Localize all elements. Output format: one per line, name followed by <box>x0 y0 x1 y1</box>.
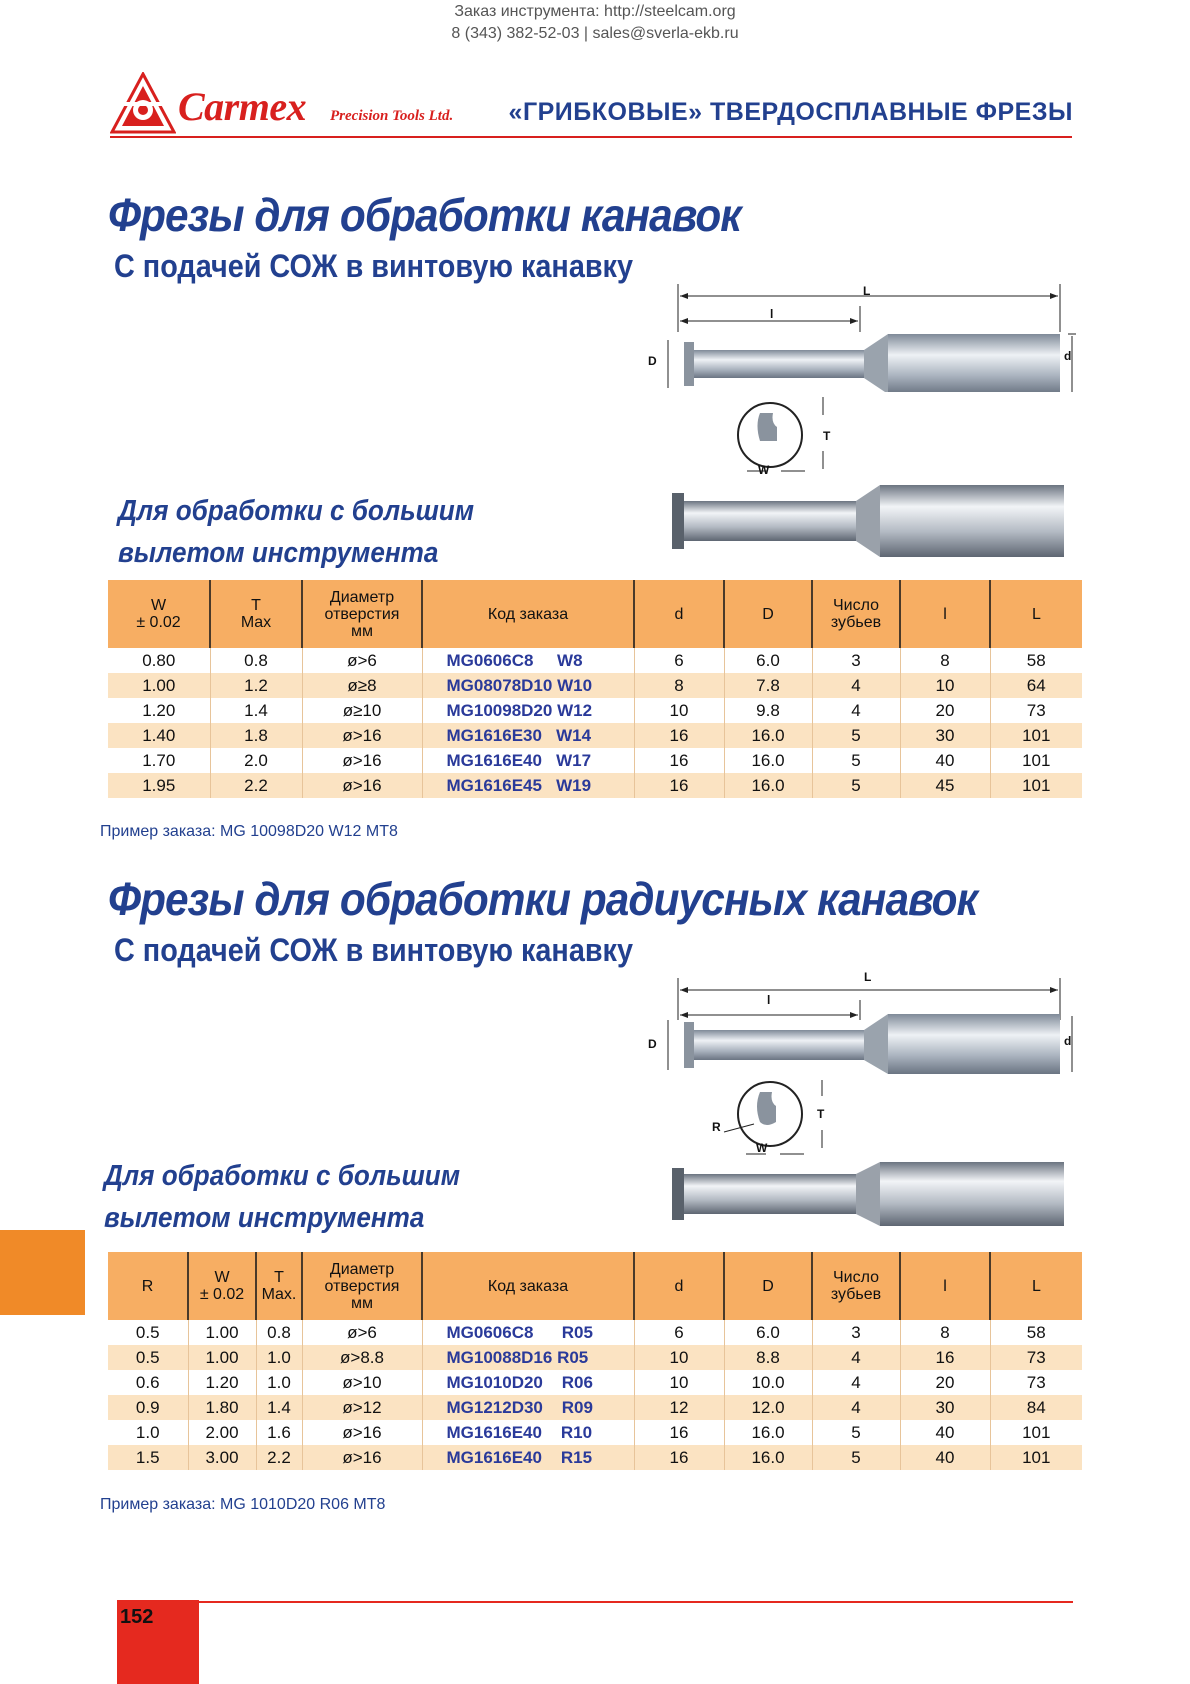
order-code-cell: MG1616E40 R15 <box>422 1445 634 1470</box>
header-divider <box>110 136 1072 138</box>
section1-order-example: Пример заказа: MG 10098D20 W12 MT8 <box>100 823 398 840</box>
section2-note-line1: Для обработки с большим <box>104 1160 461 1192</box>
table-cell: 5 <box>812 723 900 748</box>
table-cell: 16 <box>634 1445 724 1470</box>
table-cell: 0.9 <box>108 1395 188 1420</box>
table-cell: 40 <box>900 1420 990 1445</box>
table-cell: 4 <box>812 698 900 723</box>
table-row <box>108 1395 1082 1420</box>
table-cell: 30 <box>900 1395 990 1420</box>
table-header-cell: D <box>724 580 812 648</box>
table-cell: ø>16 <box>302 773 422 798</box>
table-header-cell: Диаметр отверстия мм <box>302 580 422 648</box>
table-cell: 9.8 <box>724 698 812 723</box>
table-header-cell: l <box>900 1252 990 1320</box>
table-header-cell: R <box>108 1252 188 1320</box>
dim-label-W-2: W <box>756 1141 768 1155</box>
chapter-side-tab <box>0 1230 85 1315</box>
dim-label-R-2: R <box>712 1120 721 1134</box>
table-cell: 1.8 <box>210 723 302 748</box>
order-code-cell: MG1616E40 W17 <box>422 748 634 773</box>
order-code-cell: MG1616E45 W19 <box>422 773 634 798</box>
table-cell: 84 <box>990 1395 1082 1420</box>
dim-label-d: d <box>1064 349 1072 363</box>
section1-title: Фрезы для обработки канавок <box>108 189 741 241</box>
table-cell: 16 <box>634 773 724 798</box>
section1-spec-table <box>108 580 1082 798</box>
dim-label-d-2: d <box>1064 1034 1072 1048</box>
contact-line-order: Заказ инструмента: http://steelcam.org <box>454 3 736 20</box>
table-header-cell: Число зубьев <box>812 580 900 648</box>
table-row <box>108 673 1082 698</box>
table-cell: 5 <box>812 773 900 798</box>
table-row <box>108 773 1082 798</box>
dim-label-L-2: L <box>864 970 872 984</box>
section2-note <box>104 1155 460 1239</box>
table-cell: 2.2 <box>256 1445 302 1470</box>
table-cell: 10 <box>900 673 990 698</box>
table-cell: 5 <box>812 1420 900 1445</box>
table-cell: 58 <box>990 648 1082 673</box>
dim-label-L: L <box>863 284 871 298</box>
table-row <box>108 1370 1082 1395</box>
table-cell: 4 <box>812 1345 900 1370</box>
order-code-cell: MG1010D20 R06 <box>422 1370 634 1395</box>
table-cell: 40 <box>900 1445 990 1470</box>
table-cell: 73 <box>990 1370 1082 1395</box>
table-cell: 8.8 <box>724 1345 812 1370</box>
table-cell: ø>12 <box>302 1395 422 1420</box>
table-header-cell: T Max <box>210 580 302 648</box>
table-cell: 2.2 <box>210 773 302 798</box>
table-cell: 58 <box>990 1320 1082 1345</box>
table-cell: 64 <box>990 673 1082 698</box>
table-cell: ø>8.8 <box>302 1345 422 1370</box>
table-cell: 6.0 <box>724 1320 812 1345</box>
dim-label-T: T <box>823 429 831 443</box>
dim-label-T-2: T <box>817 1107 825 1121</box>
table-cell: 101 <box>990 1445 1082 1470</box>
order-code-cell: MG0606C8 R05 <box>422 1320 634 1345</box>
order-code-cell: MG1616E30 W14 <box>422 723 634 748</box>
table-cell: 73 <box>990 698 1082 723</box>
table-cell: ø>10 <box>302 1370 422 1395</box>
section-header-title: «ГРИБКОВЫЕ» ТВЕРДОСПЛАВНЫЕ ФРЕЗЫ <box>508 98 1073 126</box>
order-code-cell: MG1616E40 R10 <box>422 1420 634 1445</box>
table-cell: 6 <box>634 648 724 673</box>
table-cell: 8 <box>900 1320 990 1345</box>
order-code-cell: MG10088D16 R05 <box>422 1345 634 1370</box>
table-header-cell: Число зубьев <box>812 1252 900 1320</box>
order-code-cell: MG1212D30 R09 <box>422 1395 634 1420</box>
table-cell: 1.40 <box>108 723 210 748</box>
table-cell: 1.4 <box>210 698 302 723</box>
table-header-cell: d <box>634 1252 724 1320</box>
section2-subtitle: С подачей СОЖ в винтовую канавку <box>114 932 633 968</box>
table-header-cell: L <box>990 580 1082 648</box>
table-header-cell: Код заказа <box>422 1252 634 1320</box>
table-cell: 1.20 <box>108 698 210 723</box>
table-cell: 8 <box>634 673 724 698</box>
footer-divider <box>199 1601 1073 1603</box>
table-cell: 2.00 <box>188 1420 256 1445</box>
table-cell: 1.00 <box>108 673 210 698</box>
table-cell: ø>16 <box>302 723 422 748</box>
table-cell: 16.0 <box>724 1445 812 1470</box>
table-cell: 6 <box>634 1320 724 1345</box>
table-cell: 5 <box>812 1445 900 1470</box>
table-cell: ø>6 <box>302 1320 422 1345</box>
table-header-cell: D <box>724 1252 812 1320</box>
contact-line-phone-email: 8 (343) 382-52-03 | sales@sverla-ekb.ru <box>451 25 739 42</box>
table-header-row <box>108 580 1082 648</box>
table-cell: 8 <box>900 648 990 673</box>
table-cell: 16 <box>634 748 724 773</box>
table-cell: 4 <box>812 1370 900 1395</box>
section2-spec-table <box>108 1252 1082 1470</box>
table-cell: 16 <box>634 723 724 748</box>
table-cell: 3 <box>812 648 900 673</box>
table-cell: 16 <box>900 1345 990 1370</box>
table-header-cell: Диаметр отверстия мм <box>302 1252 422 1320</box>
table-cell: 7.8 <box>724 673 812 698</box>
table-header-cell: T Max. <box>256 1252 302 1320</box>
table-cell: 0.8 <box>256 1320 302 1345</box>
table-cell: 101 <box>990 748 1082 773</box>
table-cell: 1.0 <box>256 1370 302 1395</box>
section1-dimension-drawing <box>640 282 1100 392</box>
table-header-cell: Код заказа <box>422 580 634 648</box>
table-row <box>108 1420 1082 1445</box>
table-cell: 1.00 <box>188 1320 256 1345</box>
table-cell: 16.0 <box>724 773 812 798</box>
table-cell: 1.00 <box>188 1345 256 1370</box>
section1-product-photo <box>668 483 1068 559</box>
dim-label-W: W <box>758 463 770 477</box>
section2-title: Фрезы для обработки радиусных канавок <box>108 873 978 925</box>
section1-profile-detail <box>715 395 835 475</box>
table-row <box>108 1445 1082 1470</box>
table-cell: 0.80 <box>108 648 210 673</box>
table-cell: 20 <box>900 1370 990 1395</box>
order-code-cell: MG0606C8 W8 <box>422 648 634 673</box>
table-cell: 12 <box>634 1395 724 1420</box>
table-cell: 1.0 <box>108 1420 188 1445</box>
table-cell: ø≥8 <box>302 673 422 698</box>
dim-label-D-2: D <box>648 1037 657 1051</box>
table-cell: 12.0 <box>724 1395 812 1420</box>
carmex-logo-icon <box>110 72 176 136</box>
table-cell: 3 <box>812 1320 900 1345</box>
section2-note-line2: вылетом инструмента <box>104 1202 425 1234</box>
brand-name: Carmex <box>178 84 307 129</box>
table-cell: 1.4 <box>256 1395 302 1420</box>
table-cell: 1.2 <box>210 673 302 698</box>
table-cell: 2.0 <box>210 748 302 773</box>
section1-note <box>118 490 474 574</box>
table-cell: 1.70 <box>108 748 210 773</box>
section1-note-line1: Для обработки с большим <box>118 495 475 527</box>
table-cell: 5 <box>812 748 900 773</box>
table-cell: 1.95 <box>108 773 210 798</box>
table-cell: 1.0 <box>256 1345 302 1370</box>
table-cell: ø>6 <box>302 648 422 673</box>
section2-product-photo <box>668 1160 1068 1228</box>
section1-note-line2: вылетом инструмента <box>118 537 439 569</box>
table-cell: ø≥10 <box>302 698 422 723</box>
table-cell: 0.8 <box>210 648 302 673</box>
table-cell: 73 <box>990 1345 1082 1370</box>
dim-label-D: D <box>648 354 657 368</box>
table-header-cell: W ± 0.02 <box>188 1252 256 1320</box>
table-cell: 16.0 <box>724 1420 812 1445</box>
table-cell: 4 <box>812 673 900 698</box>
table-cell: ø>16 <box>302 1445 422 1470</box>
order-code-cell: MG08078D10 W10 <box>422 673 634 698</box>
table-header-row <box>108 1252 1082 1320</box>
dim-label-l-2: l <box>767 993 771 1007</box>
table-row <box>108 1320 1082 1345</box>
table-cell: 10 <box>634 1345 724 1370</box>
table-cell: 0.5 <box>108 1320 188 1345</box>
table-cell: 10.0 <box>724 1370 812 1395</box>
section2-order-example: Пример заказа: MG 1010D20 R06 MT8 <box>100 1496 386 1513</box>
table-header-cell: W ± 0.02 <box>108 580 210 648</box>
table-row <box>108 723 1082 748</box>
table-cell: 101 <box>990 1420 1082 1445</box>
table-cell: 0.6 <box>108 1370 188 1395</box>
table-row <box>108 1345 1082 1370</box>
table-cell: 6.0 <box>724 648 812 673</box>
table-cell: 16.0 <box>724 723 812 748</box>
page-number: 152 <box>120 1606 154 1628</box>
table-row <box>108 698 1082 723</box>
table-cell: 101 <box>990 723 1082 748</box>
brand-subtitle: Precision Tools Ltd. <box>330 108 454 124</box>
table-cell: 16 <box>634 1420 724 1445</box>
table-cell: 10 <box>634 1370 724 1395</box>
table-cell: 101 <box>990 773 1082 798</box>
table-cell: 4 <box>812 1395 900 1420</box>
table-header-cell: d <box>634 580 724 648</box>
section1-subtitle: С подачей СОЖ в винтовую канавку <box>114 248 633 284</box>
table-header-cell: l <box>900 580 990 648</box>
table-cell: 20 <box>900 698 990 723</box>
table-row <box>108 748 1082 773</box>
table-cell: 3.00 <box>188 1445 256 1470</box>
table-cell: 1.5 <box>108 1445 188 1470</box>
order-code-cell: MG10098D20 W12 <box>422 698 634 723</box>
table-cell: ø>16 <box>302 748 422 773</box>
table-cell: 30 <box>900 723 990 748</box>
table-cell: 40 <box>900 748 990 773</box>
table-cell: ø>16 <box>302 1420 422 1445</box>
dim-label-l: l <box>770 307 774 321</box>
table-cell: 1.80 <box>188 1395 256 1420</box>
table-cell: 16.0 <box>724 748 812 773</box>
table-row <box>108 648 1082 673</box>
table-cell: 1.20 <box>188 1370 256 1395</box>
table-cell: 45 <box>900 773 990 798</box>
table-cell: 0.5 <box>108 1345 188 1370</box>
table-header-cell: L <box>990 1252 1082 1320</box>
table-cell: 10 <box>634 698 724 723</box>
table-cell: 1.6 <box>256 1420 302 1445</box>
